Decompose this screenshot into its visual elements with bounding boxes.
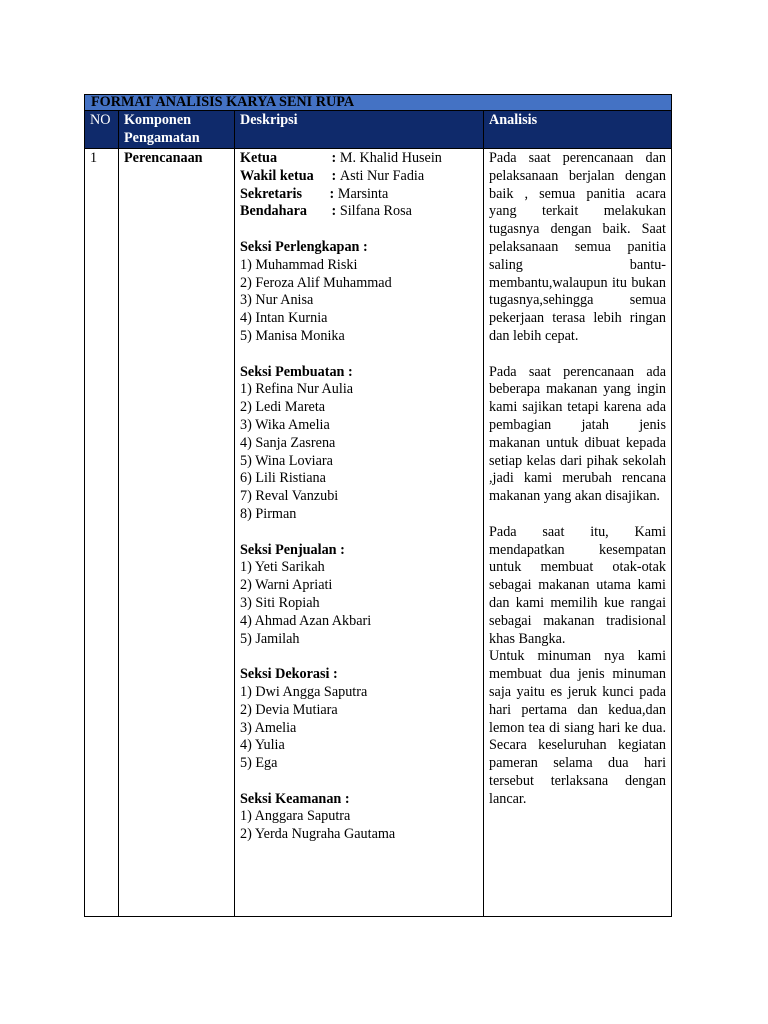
section-title: Seksi Keamanan : [240,790,350,807]
list-item: 5) Wina Loviara [240,452,333,469]
officer-name: Asti Nur Fadia [339,167,425,184]
officer-role: Bendahara [240,203,308,220]
list-item: 2) Warni Apriati [240,577,333,594]
officer-line [240,203,478,221]
officer-separator: : [328,150,340,166]
table-title-row [85,95,672,111]
list-item: 1) Muhammad Riski [240,256,358,273]
analysis-paragraph: Untuk minuman nya kami membuat dua jenis minuman saja yaitu es jeruk kunci pada hari pertama dan kedua,dan lemon tea di siang hari ke dua. Secara keseluruhan kegiatan pameran selama dua hari tersebut terlaksana dengan lancar. [489,648,667,807]
officer-separator: : [326,185,338,202]
row-komponen: Perencanaan [119,149,235,917]
header-row [85,111,672,149]
list-item: 5) Ega [240,755,278,772]
officer-name: Silfana Rosa [339,203,412,220]
officer-list [240,150,478,221]
list-item: 3) Nur Anisa [240,292,314,309]
officer-line [240,168,478,186]
section-title: Seksi Dekorasi : [240,666,338,683]
list-item: 2) Ledi Mareta [240,399,326,416]
header-deskripsi: Deskripsi [235,111,484,149]
officer-role: Wakil ketua [240,167,314,184]
officer-separator: : [328,203,340,220]
list-item: 4) Sanja Zasrena [240,434,336,451]
section-list [240,221,478,844]
analysis-paragraph: Pada saat itu, Kami mendapatkan kesempatan untuk membuat otak-otak sebagai makanan utama kami dan kami memilih kue rangai sebagai makanan tradisional khas Bangka. [489,523,667,647]
list-item: 5) Manisa Monika [240,327,345,344]
analisis-cell [484,149,672,917]
analysis-paragraph: Pada saat perencanaan dan pelaksanaan berjalan dengan baik , semua panitia acara yang terkait melakukan tugasnya dengan baik. Saat pelaksanaan semua panitia saling bantu-membantu,walaupun itu bukan tugasnya,sehingga semua pekerjaan terasa lebih ringan dan lebih cepat. [489,150,667,344]
section-title: Seksi Penjualan : [240,541,345,558]
list-item: 4) Ahmad Azan Akbari [240,612,372,629]
list-item: 2) Devia Mutiara [240,701,338,718]
list-item: 1) Yeti Sarikah [240,559,325,576]
list-item: 2) Yerda Nugraha Gautama [240,826,396,843]
officer-role: Sekretaris [240,185,302,202]
analysis-format-table [84,94,672,917]
officer-separator: : [328,167,340,184]
list-item: 3) Wika Amelia [240,416,330,433]
analysis-paragraph: Pada saat perencanaan ada beberapa makanan yang ingin kami sajikan tetapi karena ada pembagian jatah jenis makanan untuk dibuat kepada setiap kelas dari pihak sekolah ,jadi kami merubah rencana makanan yang akan disajikan. [489,363,667,505]
header-no: NO [85,111,119,149]
table-row [85,149,672,917]
list-item: 6) Lili Ristiana [240,470,326,487]
officer-line [240,186,478,204]
deskripsi-cell [235,149,484,917]
list-item: 3) Siti Ropiah [240,594,320,611]
list-item: 1) Anggara Saputra [240,808,351,825]
list-item: 7) Reval Vanzubi [240,488,339,505]
list-item: 3) Amelia [240,719,297,736]
list-item: 8) Pirman [240,505,297,522]
list-item: 1) Dwi Angga Saputra [240,683,368,700]
list-item: 4) Intan Kurnia [240,310,328,327]
header-analisis: Analisis [484,111,672,149]
list-item: 2) Feroza Alif Muhammad [240,274,392,291]
section-title: Seksi Pembuatan : [240,363,353,380]
officer-name: M. Khalid Husein [339,150,442,166]
list-item: 5) Jamilah [240,630,300,647]
officer-role: Ketua [240,150,278,166]
header-komponen: Komponen Pengamatan [119,111,235,149]
officer-name: Marsinta [337,185,389,202]
section-title: Seksi Perlengkapan : [240,238,368,255]
row-number: 1 [85,149,119,917]
list-item: 1) Refina Nur Aulia [240,381,354,398]
list-item: 4) Yulia [240,737,285,754]
officer-line [240,150,478,168]
table-title: FORMAT ANALISIS KARYA SENI RUPA [85,95,672,111]
